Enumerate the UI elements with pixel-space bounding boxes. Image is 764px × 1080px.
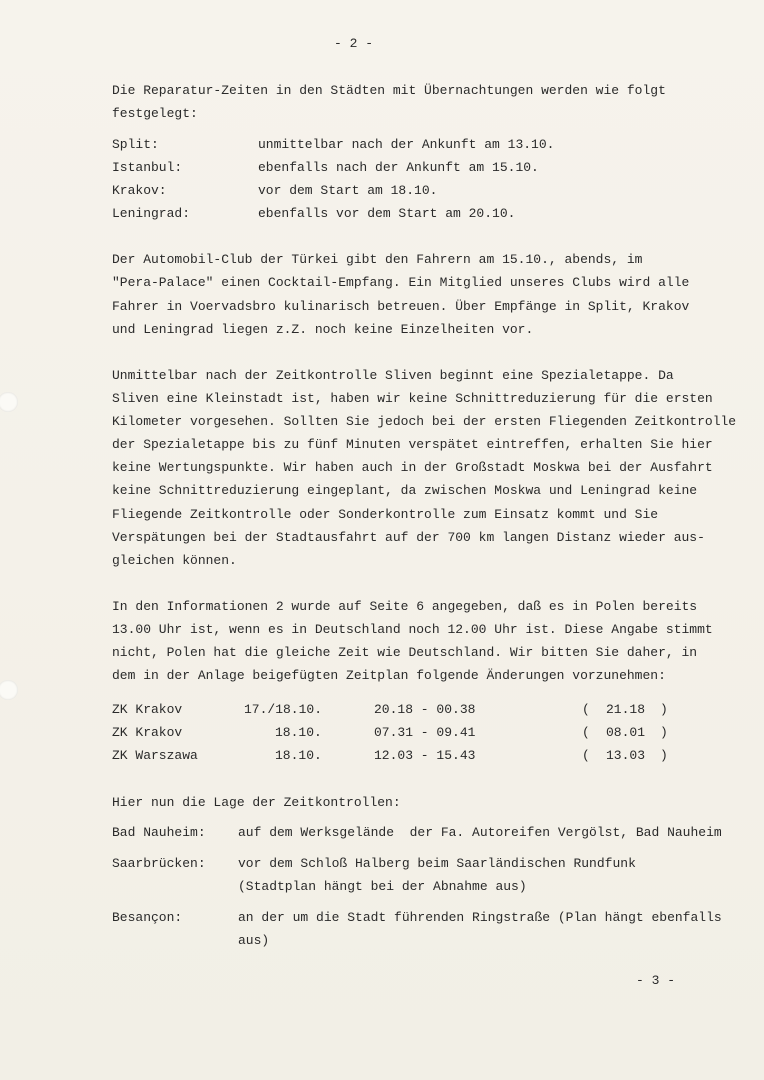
schedule-zk: ZK Krakov <box>112 702 183 717</box>
schedule-paren-open: ( <box>582 702 590 717</box>
schedule-zk: ZK Krakov <box>112 725 183 740</box>
punch-hole <box>0 392 18 412</box>
schedule-time: 12.03 - 15.43 <box>374 748 476 763</box>
schedule-date: 18.10. <box>275 748 322 763</box>
text-line: Hier nun die Lage der Zeitkontrollen: <box>112 795 401 810</box>
repair-city: Krakov: <box>112 183 167 198</box>
schedule-paren-close: ) <box>660 725 668 740</box>
control-place: Bad Nauheim: <box>112 825 206 840</box>
control-text: auf dem Werksgelände der Fa. Autoreifen Vergölst, Bad Nauheim <box>238 825 722 840</box>
repair-city: Split: <box>112 137 159 152</box>
punch-hole <box>0 680 18 700</box>
text-line: und Leningrad liegen z.Z. noch keine Einzelheiten vor. <box>112 322 534 337</box>
control-place: Saarbrücken: <box>112 856 206 871</box>
schedule-alt: 13.03 <box>606 748 646 763</box>
repair-city: Leningrad: <box>112 206 191 221</box>
text-line: festgelegt: <box>112 106 198 121</box>
text-line: keine Schnittreduzierung eingeplant, da zwischen Moskwa und Leningrad keine <box>112 483 698 498</box>
text-line: gleichen können. <box>112 553 237 568</box>
schedule-date: 18.10. <box>275 725 322 740</box>
text-line: Der Automobil-Club der Türkei gibt den Fahrern am 15.10., abends, im <box>112 252 643 267</box>
schedule-paren-close: ) <box>660 702 668 717</box>
text-line: Die Reparatur-Zeiten in den Städten mit Übernachtungen werden wie folgt <box>112 83 666 98</box>
schedule-time: 07.31 - 09.41 <box>374 725 476 740</box>
repair-city: Istanbul: <box>112 160 183 175</box>
schedule-alt: 08.01 <box>606 725 646 740</box>
schedule-paren-open: ( <box>582 725 590 740</box>
control-text: an der um die Stadt führenden Ringstraße (Plan hängt ebenfalls <box>238 910 722 925</box>
text-line: Fahrer in Voervadsbro kulinarisch betreuen. Über Empfänge in Split, Krakov <box>112 299 690 314</box>
repair-text: unmittelbar nach der Ankunft am 13.10. <box>258 137 555 152</box>
schedule-date: 17./18.10. <box>244 702 323 717</box>
text-line: keine Wertungspunkte. Wir haben auch in der Großstadt Moskwa bei der Ausfahrt <box>112 460 713 475</box>
text-line: Verspätungen bei der Stadtausfahrt auf der 700 km langen Distanz wieder aus- <box>112 530 705 545</box>
schedule-zk: ZK Warszawa <box>112 748 198 763</box>
repair-text: vor dem Start am 18.10. <box>258 183 438 198</box>
next-page-number: - 3 - <box>636 973 676 988</box>
text-line: nicht, Polen hat die gleiche Zeit wie Deutschland. Wir bitten Sie daher, in <box>112 645 698 660</box>
text-line: Unmittelbar nach der Zeitkontrolle Sliven beginnt eine Spezialetappe. Da <box>112 368 674 383</box>
control-text: (Stadtplan hängt bei der Abnahme aus) <box>238 879 527 894</box>
schedule-paren-open: ( <box>582 748 590 763</box>
text-line: Fliegende Zeitkontrolle oder Sonderkontrolle zum Einsatz kommt und Sie <box>112 507 659 522</box>
text-line: 13.00 Uhr ist, wenn es in Deutschland noch 12.00 Uhr ist. Diese Angabe stimmt <box>112 622 713 637</box>
text-line: dem in der Anlage beigefügten Zeitplan folgende Änderungen vorzunehmen: <box>112 668 666 683</box>
repair-text: ebenfalls vor dem Start am 20.10. <box>258 206 516 221</box>
schedule-paren-close: ) <box>660 748 668 763</box>
schedule-time: 20.18 - 00.38 <box>374 702 476 717</box>
schedule-alt: 21.18 <box>606 702 646 717</box>
control-place: Besançon: <box>112 910 183 925</box>
text-line: der Spezialetappe bis zu fünf Minuten verspätet eintreffen, erhalten Sie hier <box>112 437 713 452</box>
text-line: "Pera-Palace" einen Cocktail-Empfang. Ein Mitglied unseres Clubs wird alle <box>112 275 690 290</box>
page-number: - 2 - <box>334 36 374 51</box>
repair-text: ebenfalls nach der Ankunft am 15.10. <box>258 160 539 175</box>
text-line: Kilometer vorgesehen. Sollten Sie jedoch bei der ersten Fliegenden Zeitkontrolle <box>112 414 737 429</box>
control-text: aus) <box>238 933 270 948</box>
text-line: Sliven eine Kleinstadt ist, haben wir keine Schnittreduzierung für die ersten <box>112 391 713 406</box>
text-line: In den Informationen 2 wurde auf Seite 6 angegeben, daß es in Polen bereits <box>112 599 698 614</box>
control-text: vor dem Schloß Halberg beim Saarländischen Rundfunk <box>238 856 636 871</box>
